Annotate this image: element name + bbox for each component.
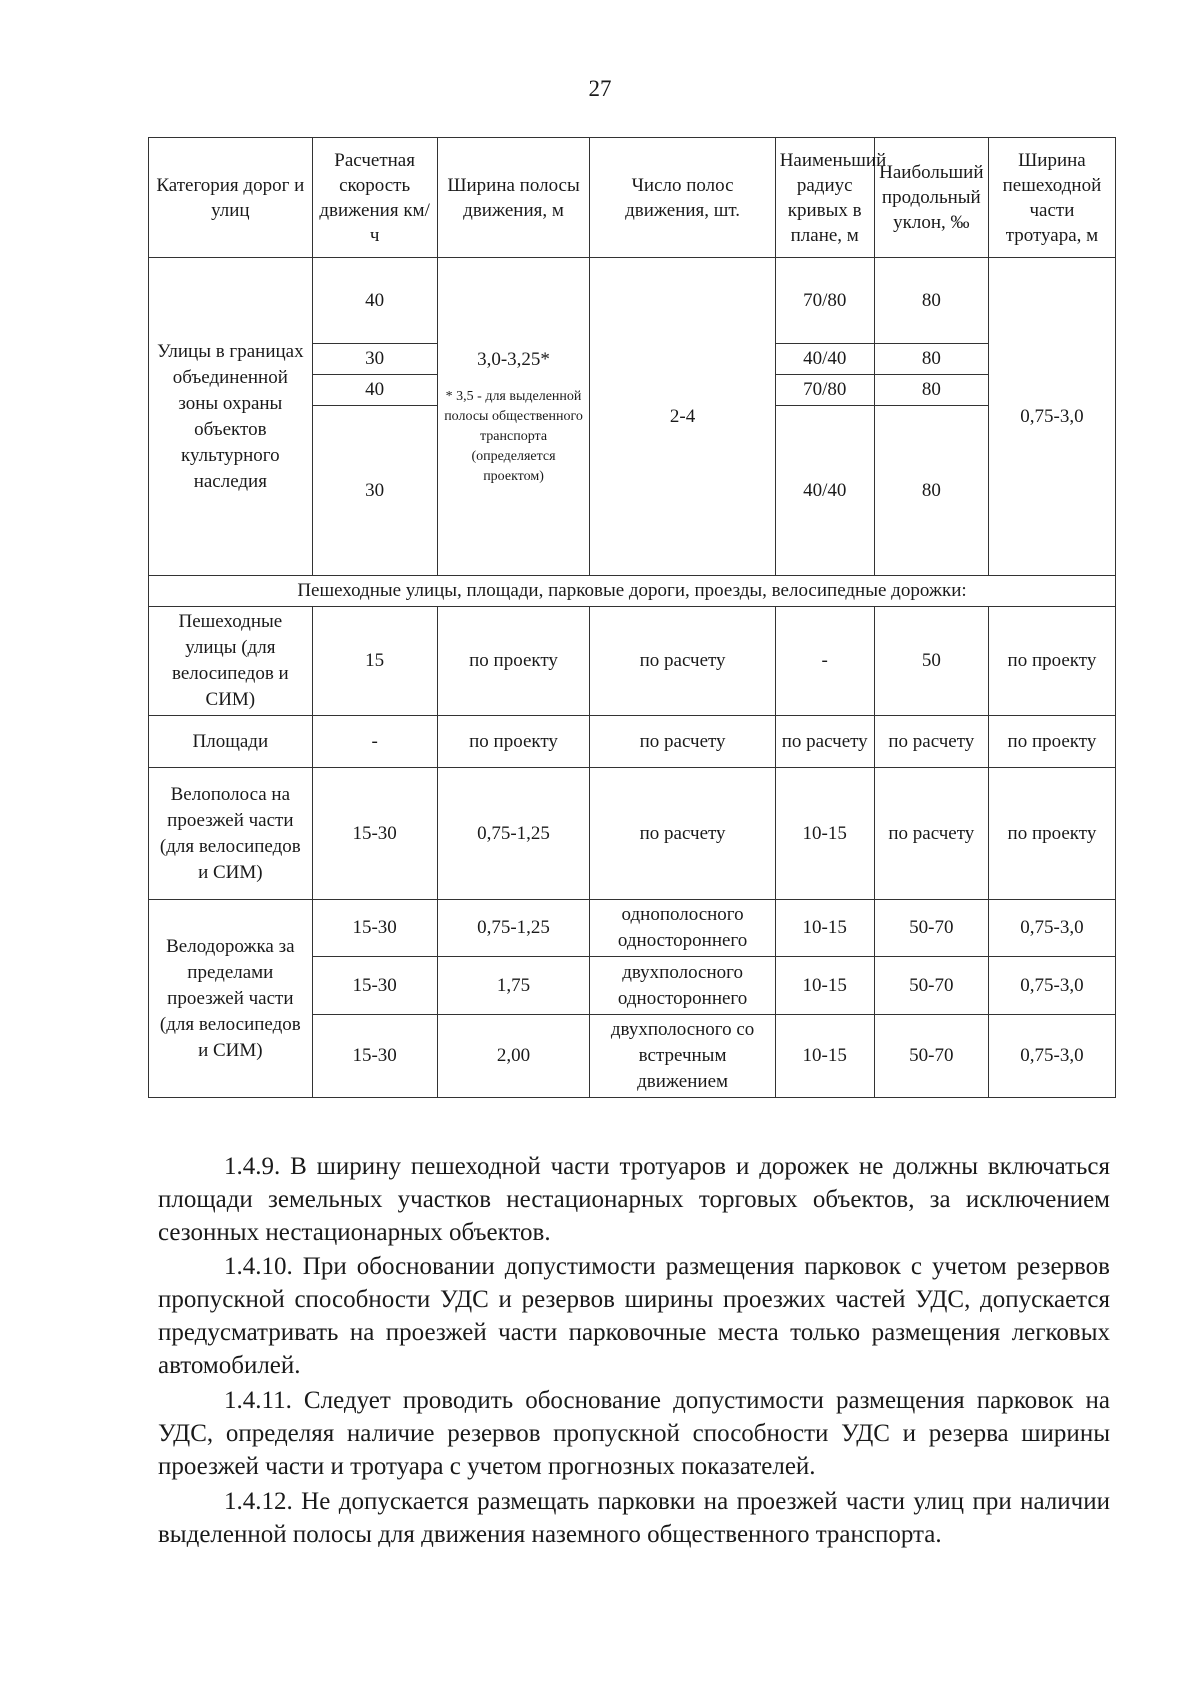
bike-path-slope: 50-70 [874, 1015, 988, 1098]
table-header-row [149, 138, 1116, 258]
paragraph-1-4-12 [158, 1485, 1110, 1551]
table-section-row [149, 576, 1116, 607]
heritage-speed: 30 [312, 344, 437, 375]
bike-path-width: 2,00 [437, 1015, 590, 1098]
heritage-speed: 30 [312, 406, 437, 576]
bike-path-speed: 15-30 [312, 957, 437, 1015]
section-title: Пешеходные улицы, площади, парковые дороги, проезды, велосипедные дорожки: [149, 576, 1116, 607]
row-radius: - [775, 607, 874, 716]
row-lanes: по расчету [590, 716, 775, 768]
header-category: Категория дорог и улиц [149, 138, 313, 258]
road-categories-table [148, 137, 1116, 1098]
heritage-width-note: * 3,5 - для выделенной полосы общественного транспорта (определяется проектом) [444, 388, 583, 484]
row-category: Пешеходные улицы (для велосипедов и СИМ) [149, 607, 313, 716]
bike-path-sidewalk: 0,75-3,0 [988, 1015, 1115, 1098]
header-sidewalk: Ширина пешеходной части тротуара, м [988, 138, 1115, 258]
paragraph-text: 1.4.12. Не допускается размещать парковки на проезжей части улиц при наличии выделенной полосы для движения наземного общественного транспорта. [158, 1488, 1110, 1548]
bike-path-lanes: однополосного одностороннего [590, 900, 775, 957]
row-slope: 50 [874, 607, 988, 716]
table-row [149, 900, 1116, 957]
heritage-width [437, 258, 590, 576]
header-slope: Наибольший продольный уклон, ‰ [874, 138, 988, 258]
row-sidewalk: по проекту [988, 607, 1115, 716]
bike-path-radius: 10-15 [775, 1015, 874, 1098]
bike-path-lanes: двухполосного одностороннего [590, 957, 775, 1015]
table-row [149, 716, 1116, 768]
table-row [149, 607, 1116, 716]
header-lane-width: Ширина полосы движения, м [437, 138, 590, 258]
bike-path-category: Велодорожка за пределами проезжей части (для велосипедов и СИМ) [149, 900, 313, 1098]
bike-path-slope: 50-70 [874, 900, 988, 957]
bike-path-speed: 15-30 [312, 1015, 437, 1098]
heritage-radius: 40/40 [775, 344, 874, 375]
bike-path-sidewalk: 0,75-3,0 [988, 957, 1115, 1015]
bike-path-lanes: двухполосного со встречным движением [590, 1015, 775, 1098]
row-slope: по расчету [874, 716, 988, 768]
table-row [149, 768, 1116, 900]
header-speed: Расчетная скорость движения км/ч [312, 138, 437, 258]
row-category: Площади [149, 716, 313, 768]
heritage-category: Улицы в границах объединенной зоны охраны объектов культурного наследия [149, 258, 313, 576]
heritage-slope: 80 [874, 344, 988, 375]
heritage-slope: 80 [874, 406, 988, 576]
row-sidewalk: по проекту [988, 768, 1115, 900]
row-width: по проекту [437, 716, 590, 768]
row-slope: по расчету [874, 768, 988, 900]
heritage-radius: 70/80 [775, 375, 874, 406]
table-row [149, 258, 1116, 344]
row-speed: 15-30 [312, 768, 437, 900]
heritage-width-value: 3,0-3,25* [477, 348, 550, 370]
heritage-radius: 40/40 [775, 406, 874, 576]
page-number: 27 [588, 76, 612, 101]
bike-path-width: 0,75-1,25 [437, 900, 590, 957]
heritage-lanes: 2-4 [590, 258, 775, 576]
row-category: Велополоса на проезжей части (для велосипедов и СИМ) [149, 768, 313, 900]
row-sidewalk: по проекту [988, 716, 1115, 768]
row-lanes: по расчету [590, 768, 775, 900]
heritage-speed: 40 [312, 258, 437, 344]
row-lanes: по расчету [590, 607, 775, 716]
row-radius: 10-15 [775, 768, 874, 900]
paragraph-text: 1.4.11. Следует проводить обоснование допустимости размещения парковок на УДС, определяя наличие резервов пропускной способности УДС и резерва ширины проезжей части и тротуара с учетом прогнозных показателей. [158, 1387, 1110, 1480]
bike-path-radius: 10-15 [775, 957, 874, 1015]
bike-path-radius: 10-15 [775, 900, 874, 957]
paragraph-text: 1.4.9. В ширину пешеходной части тротуаров и дорожек не должны включаться площади земельных участков нестационарных торговых объектов, за исключением сезонных нестационарных объектов. [158, 1153, 1110, 1246]
heritage-slope: 80 [874, 375, 988, 406]
heritage-slope: 80 [874, 258, 988, 344]
row-speed: - [312, 716, 437, 768]
paragraph-1-4-11 [158, 1384, 1110, 1483]
heritage-speed: 40 [312, 375, 437, 406]
header-radius: Наименьший радиус кривых в плане, м [775, 138, 874, 258]
row-radius: по расчету [775, 716, 874, 768]
row-speed: 15 [312, 607, 437, 716]
paragraph-1-4-10 [158, 1250, 1110, 1382]
paragraph-text: 1.4.10. При обосновании допустимости размещения парковок с учетом резервов пропускной способности УДС и резервов ширины проезжих частей УДС, допускается предусматривать на проезжей части парковочные места только размещения легковых автомобилей. [158, 1253, 1110, 1379]
bike-path-speed: 15-30 [312, 900, 437, 957]
bike-path-width: 1,75 [437, 957, 590, 1015]
heritage-radius: 70/80 [775, 258, 874, 344]
bike-path-slope: 50-70 [874, 957, 988, 1015]
bike-path-sidewalk: 0,75-3,0 [988, 900, 1115, 957]
row-width: по проекту [437, 607, 590, 716]
row-width: 0,75-1,25 [437, 768, 590, 900]
heritage-sidewalk: 0,75-3,0 [988, 258, 1115, 576]
paragraph-1-4-9 [158, 1150, 1110, 1249]
header-lanes: Число полос движения, шт. [590, 138, 775, 258]
